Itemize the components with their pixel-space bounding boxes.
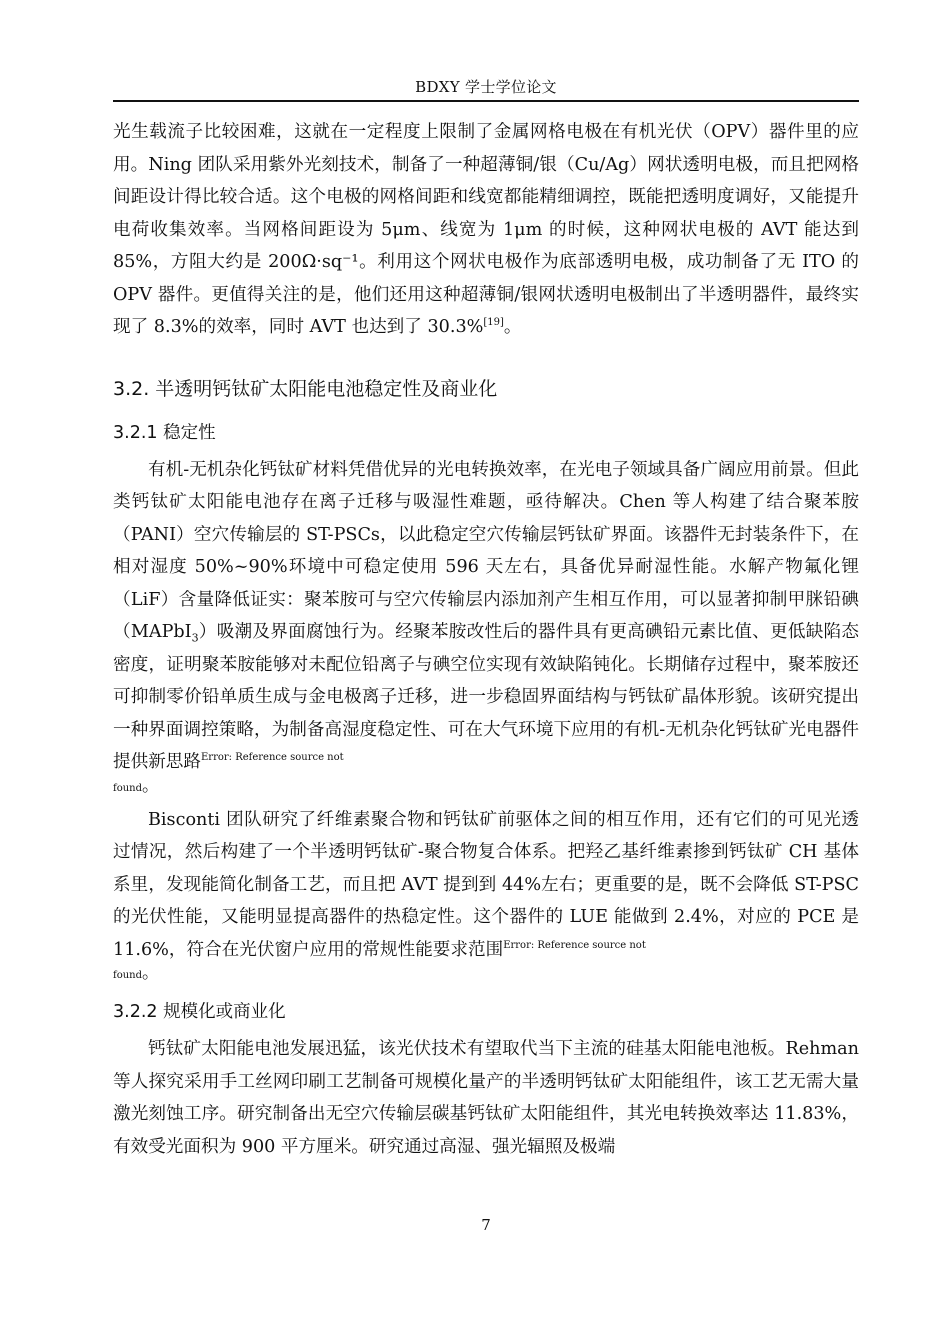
page-body — [113, 116, 859, 1163]
page-number: 7 — [481, 1216, 491, 1234]
reference-error-note: Error: Reference source not — [200, 752, 344, 764]
paragraph-bisconti — [113, 804, 859, 967]
subscript: 3 — [191, 631, 199, 645]
section-heading-3-2-2: 3.2.2 规模化或商业化 — [113, 1002, 286, 1022]
paragraph-opv-electrode — [113, 116, 859, 344]
citation-ref[interactable]: [19] — [483, 317, 504, 329]
paragraph-commercialization — [113, 1033, 859, 1163]
reference-error-continuation — [113, 775, 859, 796]
paragraph-end: 。 — [503, 317, 522, 337]
paragraph-stability-chen — [113, 454, 859, 779]
section-heading-3-2-1: 3.2.1 稳定性 — [113, 422, 216, 443]
paragraph-text: 光生载流子比较困难，这就在一定程度上限制了金属网格电极在有机光伏（OPV）器件里的应用。Ning 团队采用紫外光刻技术，制备了一种超薄铜/银（Cu/Ag）网状透明电极，而且把网格间距设计得比较合适。这个电极的网格间距和线宽都能精细调控，既能把透明度调好，又能提升电荷收集效率。当网格间距设为 5μm、线宽为 1μm 的时候，这种网状电极的 AVT 能达到 85%，方阻大约是 200Ω·sq⁻¹。利用这个网状电极作为底部透明电极，成功制备了无 ITO 的 OPV 器件。更值得关注的是，他们还用这种超薄铜/银网状透明电极制出了半透明器件，最终实现了 8.3%的效率，同时 AVT 也达到了 30.3% — [113, 122, 859, 337]
paragraph-text: Bisconti 团队研究了纤维素聚合物和钙钛矿前驱体之间的相互作用，还有它们的可见光透过情况，然后构建了一个半透明钙钛矿-聚合物复合体系。把羟乙基纤维素掺到钙钛矿 CH 基体系里，发现能简化制备工艺，而且把 AVT 提到到 44%左右；更重要的是，既不会降低 ST-PSC 的光伏性能，又能明显提高器件的热稳定性。这个器件的 LUE 能做到 2.4%，对应的 PCE 是 11.6%，符合在光伏窗户应用的常规性能要求范围 — [113, 809, 859, 960]
paragraph-end: 。 — [142, 963, 160, 983]
reference-error-continuation — [113, 963, 859, 983]
paragraph-text: 钙钛矿太阳能电池发展迅猛，该光伏技术有望取代当下主流的硅基太阳能电池板。Rehman 等人探究采用手工丝网印刷工艺制备可规模化量产的半透明钙钛矿太阳能组件，该工艺无需大量激光刻蚀工序。研究制备出无空穴传输层碳基钙钛矿太阳能组件，其光电转换效率达 11.83%，有效受光面积为 900 平方厘米。研究通过高湿、强光辐照及极端 — [113, 1039, 859, 1157]
paragraph-end: 。 — [142, 775, 160, 796]
section-heading-3-2: 3.2. 半透明钙钛矿太阳能电池稳定性及商业化 — [113, 377, 498, 400]
page-header: BDXY 学士学位论文 — [415, 78, 557, 96]
reference-error-found: found — [113, 970, 143, 981]
paragraph-text: 有机-无机杂化钙钛矿材料凭借优异的光电转换效率，在光电子领域具备广阔应用前景。但此类钙钛矿太阳能电池存在离子迁移与吸湿性难题，亟待解决。Chen 等人构建了结合聚苯胺（PANI）空穴传输层的 ST-PSCs，以此稳定空穴传输层钙钛矿界面。该器件无封装条件下，在相对湿度 50%~90%环境中可稳定使用 596 天左右，具备优异耐湿性能。水解产物氟化锂（LiF）含量降低证实：聚苯胺可与空穴传输层内添加剂产生相互作用，可以显著抑制甲脒铅碘（MAPbI — [113, 459, 859, 642]
reference-error-note: Error: Reference source not — [503, 939, 646, 951]
reference-error-found: found — [113, 782, 143, 794]
header-rule — [113, 100, 859, 102]
paragraph-text: ）吸潮及界面腐蚀行为。经聚苯胺改性后的器件具有更高碘铅元素比值、更低缺陷态密度，证明聚苯胺能够对未配位铅离子与碘空位实现有效缺陷钝化。长期储存过程中，聚苯胺还可抑制零价铅单质生成与金电极离子迁移，进一步稳固界面结构与钙钛矿晶体形貌。该研究提出一种界面调控策略，为制备高湿度稳定性、可在大气环境下应用的有机-无机杂化钙钛矿光电器件提供新思路 — [113, 622, 859, 772]
